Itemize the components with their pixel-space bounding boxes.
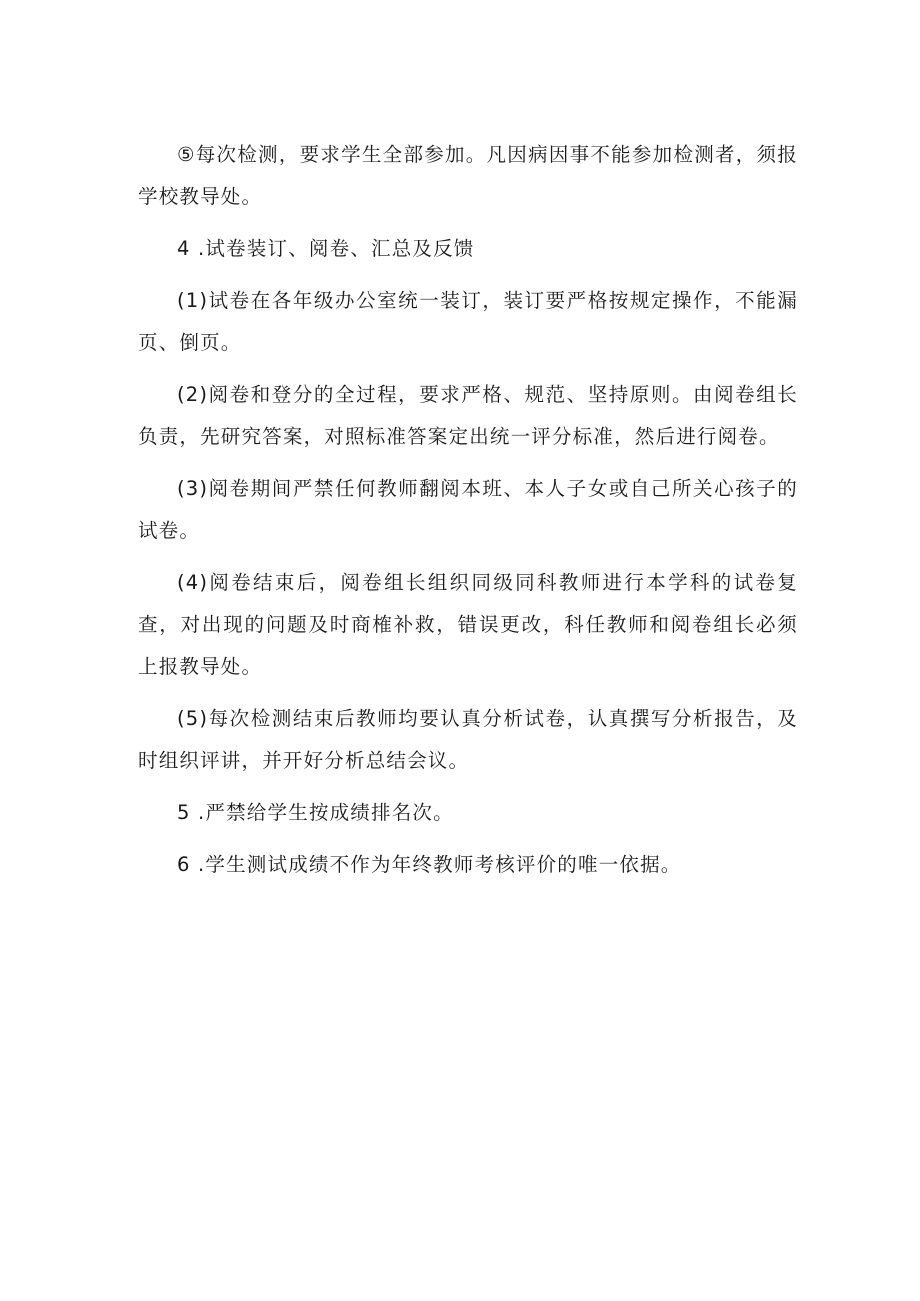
section-item-6: 6 .学生测试成绩不作为年终教师考核评价的唯一依据。 bbox=[177, 853, 682, 876]
section-heading-4: 4 .试卷装订、阅卷、汇总及反馈 bbox=[177, 237, 475, 260]
paragraph-item-5-attendance: ⑤每次检测，要求学生全部参加。凡因病因事不能参加检测者，须报学校教导处。 bbox=[138, 143, 798, 208]
paragraph-grading-process: (2)阅卷和登分的全过程，要求严格、规范、坚持原则。由阅卷组长负责，先研究答案，对照标准答案定出统一评分标准，然后进行阅卷。 bbox=[138, 383, 798, 448]
paragraph-binding: (1)试卷在各年级办公室统一装订，装订要严格按规定操作，不能漏页、倒页。 bbox=[138, 289, 798, 354]
document-body bbox=[138, 134, 798, 896]
paragraph-analysis: (5)每次检测结束后教师均要认真分析试卷，认真撰写分析报告，及时组织评讲，并开好分析总结会议。 bbox=[138, 707, 798, 772]
paragraph-review: (4)阅卷结束后，阅卷组长组织同级同科教师进行本学科的试卷复查，对出现的问题及时商榷补救，错误更改，科任教师和阅卷组长必须上报教导处。 bbox=[138, 571, 798, 678]
section-item-5: 5 .严禁给学生按成绩排名次。 bbox=[177, 801, 454, 824]
paragraph-grading-restriction: (3)阅卷期间严禁任何教师翻阅本班、本人子女或自己所关心孩子的试卷。 bbox=[138, 477, 798, 542]
